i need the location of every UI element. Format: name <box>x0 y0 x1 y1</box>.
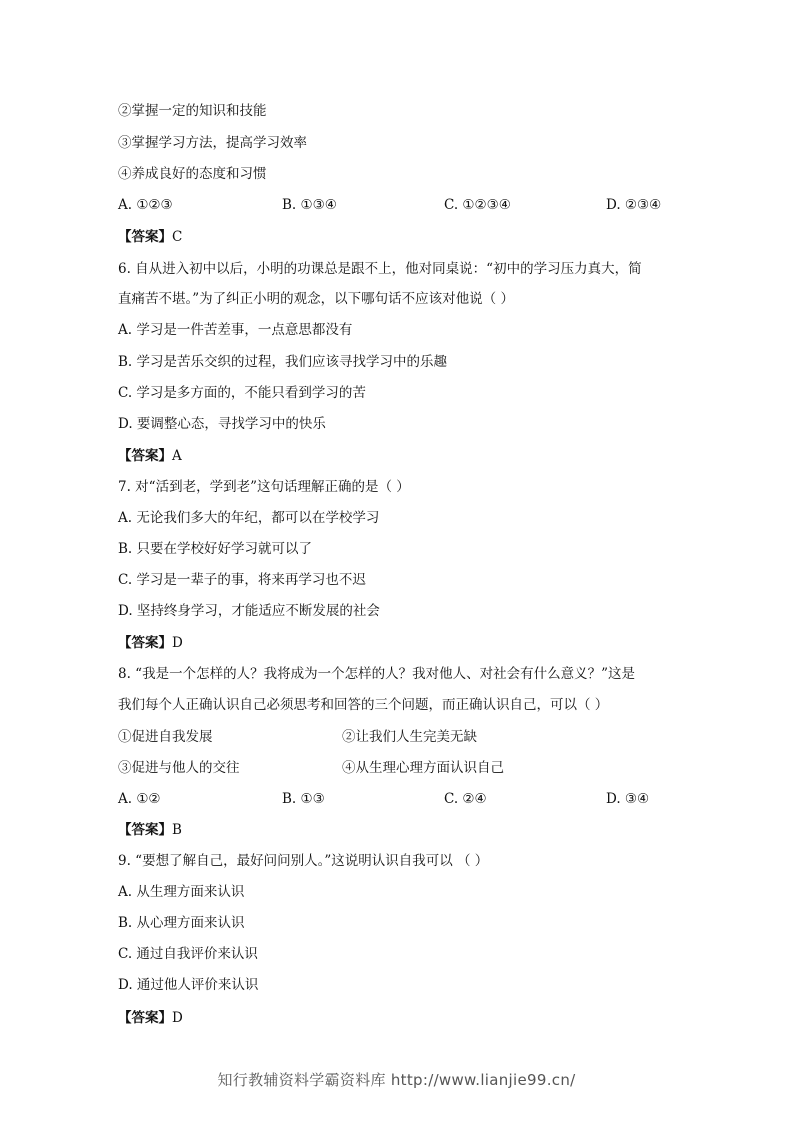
option-d: D. ③④ <box>606 791 650 807</box>
answer-value: D <box>172 635 183 651</box>
question-stem: 6. 自从进入初中以后，小明的功课总是跟不上，他对同桌说：“初中的学习压力真大，简 <box>118 261 642 277</box>
item-text: ②让我们人生完美无缺 <box>342 729 477 745</box>
option-a: A. 学习是一件苦差事，一点意思都没有 <box>118 322 353 338</box>
answer-tag: 【答案】 <box>118 635 172 651</box>
option-c: C. 通过自我评价来认识 <box>118 946 258 962</box>
answer-value: C <box>172 229 183 245</box>
option-b: B. 只要在学校好好学习就可以了 <box>118 541 313 557</box>
answer-tag: 【答案】 <box>118 822 172 838</box>
option-b: B. 学习是苦乐交织的过程，我们应该寻找学习中的乐趣 <box>118 354 448 370</box>
option-d: D. ②③④ <box>606 197 662 213</box>
footer-watermark: 知行教辅资料学霸资料库 http://www.lianjie99.cn/ <box>217 1071 576 1089</box>
question-stem: 直痛苦不堪。”为了纠正小明的观念，以下哪句话不应该对他说（ ） <box>118 291 514 307</box>
item-text: ④养成良好的态度和习惯 <box>118 166 267 182</box>
answer-value: D <box>172 1010 183 1026</box>
option-b: B. ①③④ <box>282 197 337 213</box>
item-text: ③促进与他人的交往 <box>118 760 240 776</box>
option-a: A. 无论我们多大的年纪，都可以在学校学习 <box>118 510 380 526</box>
option-c: C. 学习是一辈子的事，将来再学习也不迟 <box>118 572 366 588</box>
option-a: A. 从生理方面来认识 <box>118 884 245 900</box>
answer <box>118 447 182 465</box>
option-b: B. 从心理方面来认识 <box>118 915 245 931</box>
answer <box>118 228 182 246</box>
item-text: ②掌握一定的知识和技能 <box>118 103 267 119</box>
question-stem: 7. 对“活到老，学到老”这句话理解正确的是（ ） <box>118 479 410 495</box>
answer-value: A <box>172 448 182 464</box>
answer-tag: 【答案】 <box>118 229 172 245</box>
question-stem: 我们每个人正确认识自己必须思考和回答的三个问题，而正确认识自己，可以（ ） <box>118 697 609 713</box>
option-c: C. ②④ <box>444 791 487 807</box>
option-d: D. 坚持终身学习，才能适应不断发展的社会 <box>118 603 380 619</box>
option-b: B. ①③ <box>282 791 325 807</box>
option-a: A. ①② <box>118 791 161 807</box>
option-d: D. 通过他人评价来认识 <box>118 977 259 993</box>
answer <box>118 1009 183 1027</box>
answer-tag: 【答案】 <box>118 448 172 464</box>
item-text: ④从生理心理方面认识自己 <box>342 760 504 776</box>
answer-tag: 【答案】 <box>118 1010 172 1026</box>
option-c: C. ①②③④ <box>444 197 511 213</box>
option-c: C. 学习是多方面的，不能只看到学习的苦 <box>118 385 366 401</box>
option-d: D. 要调整心态，寻找学习中的快乐 <box>118 416 326 432</box>
item-text: ①促进自我发展 <box>118 729 213 745</box>
question-stem: 9. “要想了解自己，最好问问别人。”这说明认识自我可以 （ ） <box>118 853 489 869</box>
question-stem: 8. “我是一个怎样的人？我将成为一个怎样的人？我对他人、对社会有什么意义？”这是 <box>118 666 635 682</box>
answer-value: B <box>172 822 182 838</box>
answer <box>118 821 182 839</box>
option-a: A. ①②③ <box>118 197 173 213</box>
item-text: ③掌握学习方法，提高学习效率 <box>118 135 307 151</box>
answer <box>118 634 183 652</box>
